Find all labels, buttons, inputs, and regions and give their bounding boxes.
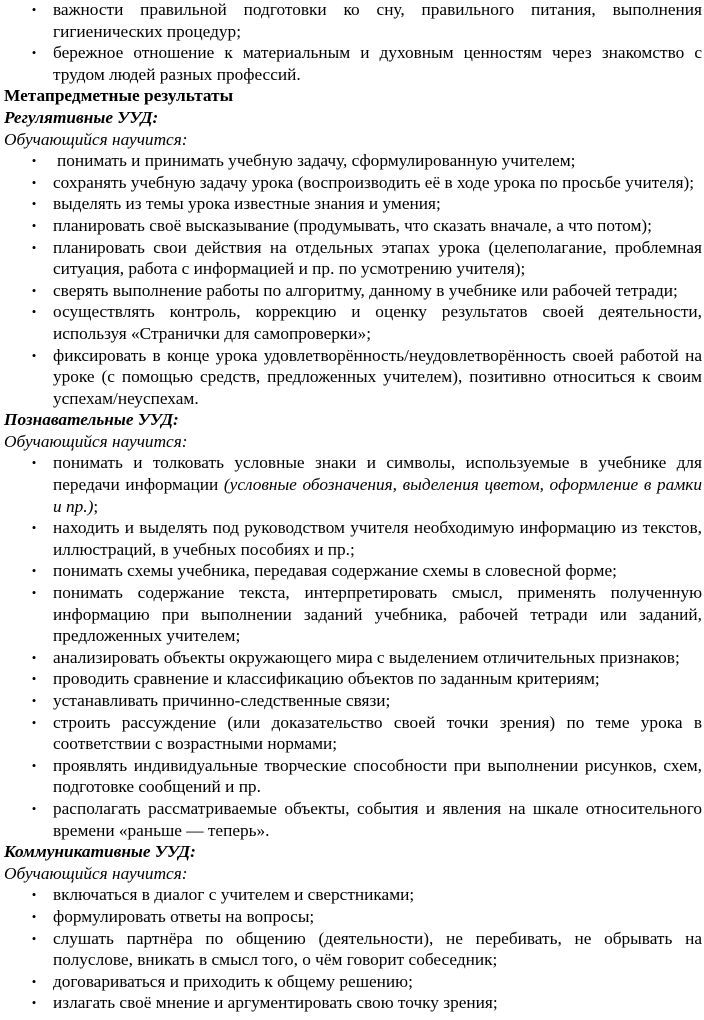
bullet-icon: • (31, 455, 37, 471)
bullet-icon: • (31, 153, 37, 169)
list-item: • сверять выполнение работы по алгоритму, данному в учебнике или рабочей тетради; (4, 280, 702, 302)
bullet-icon: • (31, 563, 37, 579)
list-item: • устанавливать причинно-следственные связи; (4, 690, 702, 712)
bullet-icon: • (31, 282, 37, 298)
list-item: • формулировать ответы на вопросы; (4, 906, 702, 928)
list-item: • понимать содержание текста, интерпретировать смысл, применять полученную информацию при выполнении заданий учебника, рабочей тетради или заданий, предложенных учителем; (4, 582, 702, 647)
bullet-icon: • (31, 757, 37, 773)
list-item: • понимать схемы учебника, передавая содержание схемы в словесной форме; (4, 560, 702, 582)
list-item: • понимать и принимать учебную задачу, сформулированную учителем; (4, 150, 702, 172)
bullet-icon: • (31, 693, 37, 708)
bullet-icon: • (31, 995, 37, 1011)
bullet-icon: • (31, 347, 37, 363)
bullet-icon: • (31, 174, 37, 190)
bullet-icon: • (31, 930, 37, 946)
bullet-icon: • (31, 217, 37, 233)
bullet-icon: • (31, 973, 37, 989)
cognitive-heading: Познавательные УУД: (4, 410, 179, 430)
regulative-heading: Регулятивные УУД: (4, 107, 159, 127)
list-item: • проявлять индивидуальные творческие способности при выполнении рисунков, схем, подготовке сообщений и пр. (4, 755, 702, 798)
list-item: • сохранять учебную задачу урока (воспроизводить её в ходе урока по просьбе учителя); (4, 172, 702, 194)
bullet-icon: • (31, 239, 37, 255)
list-item: • планировать своё высказывание (продумывать, что сказать вначале, а что потом); (4, 215, 702, 237)
communicative-list (4, 884, 702, 1014)
list-item: • излагать своё мнение и аргументировать свою точку зрения; (4, 992, 702, 1014)
list-item: • включаться в диалог с учителем и сверстниками; (4, 884, 702, 906)
bullet-icon: • (31, 714, 37, 730)
bullet-icon: • (31, 2, 37, 17)
bullet-icon: • (31, 671, 37, 687)
list-item: • планировать свои действия на отдельных этапах урока (целеполагание, проблемная ситуация, работа с информацией и пр. по усмотрению учителя); (4, 237, 702, 280)
bullet-icon: • (31, 908, 37, 924)
cognitive-learner-label: Обучающийся научится: (4, 431, 188, 451)
list-item: • выделять из темы урока известные знания и умения; (4, 193, 702, 215)
list-item: • проводить сравнение и классификацию объектов по заданным критериям; (4, 668, 702, 690)
regulative-learner-label: Обучающийся научится: (4, 129, 188, 149)
regulative-list (4, 150, 702, 409)
list-item: • понимать и толковать условные знаки и символы, используемые в учебнике для передачи информации (условные обозначения, выделения цветом, оформление в рамки и пр.); (4, 452, 702, 517)
bullet-icon: • (31, 304, 37, 320)
list-item: • бережное отношение к материальным и духовным ценностям через знакомство с трудом людей разных профессий. (4, 42, 702, 85)
list-item: • осуществлять контроль, коррекцию и оценку результатов своей деятельности, используя «Странички для самопроверки»; (4, 301, 702, 344)
meta-results-heading: Метапредметные результаты (4, 86, 234, 106)
top-bullet-list (4, 0, 702, 85)
cognitive-list (4, 452, 702, 841)
list-item: • важности правильной подготовки ко сну, правильного питания, выполнения гигиенических процедур; (4, 0, 702, 42)
bullet-icon: • (31, 585, 37, 601)
bullet-icon: • (31, 887, 37, 903)
list-item: • находить и выделять под руководством учителя необходимую информацию из текстов, иллюстраций, в учебных пособиях и пр.; (4, 517, 702, 560)
communicative-learner-label: Обучающийся научится: (4, 863, 188, 883)
bullet-icon: • (31, 45, 37, 61)
bullet-icon: • (31, 520, 37, 536)
list-item: • договариваться и приходить к общему решению; (4, 971, 702, 993)
list-item: • строить рассуждение (или доказательство своей точки зрения) по теме урока в соответствии с возрастными нормами; (4, 712, 702, 755)
bullet-icon: • (31, 196, 37, 212)
list-item: • слушать партнёра по общению (деятельности), не перебивать, не обрывать на полуслове, вникать в смысл того, о чём говорит собеседник; (4, 928, 702, 971)
communicative-heading: Коммуникативные УУД: (4, 842, 196, 862)
list-item: • фиксировать в конце урока удовлетворённость/неудовлетворённость своей работой на уроке (с помощью средств, предложенных учителем), позитивно относиться к своим успехам/неуспехам. (4, 345, 702, 410)
list-item: • анализировать объекты окружающего мира с выделением отличительных признаков; (4, 647, 702, 669)
bullet-icon: • (31, 800, 37, 816)
list-item: • располагать рассматриваемые объекты, события и явления на шкале относительного времени «раньше — теперь». (4, 798, 702, 841)
bullet-icon: • (31, 649, 37, 665)
